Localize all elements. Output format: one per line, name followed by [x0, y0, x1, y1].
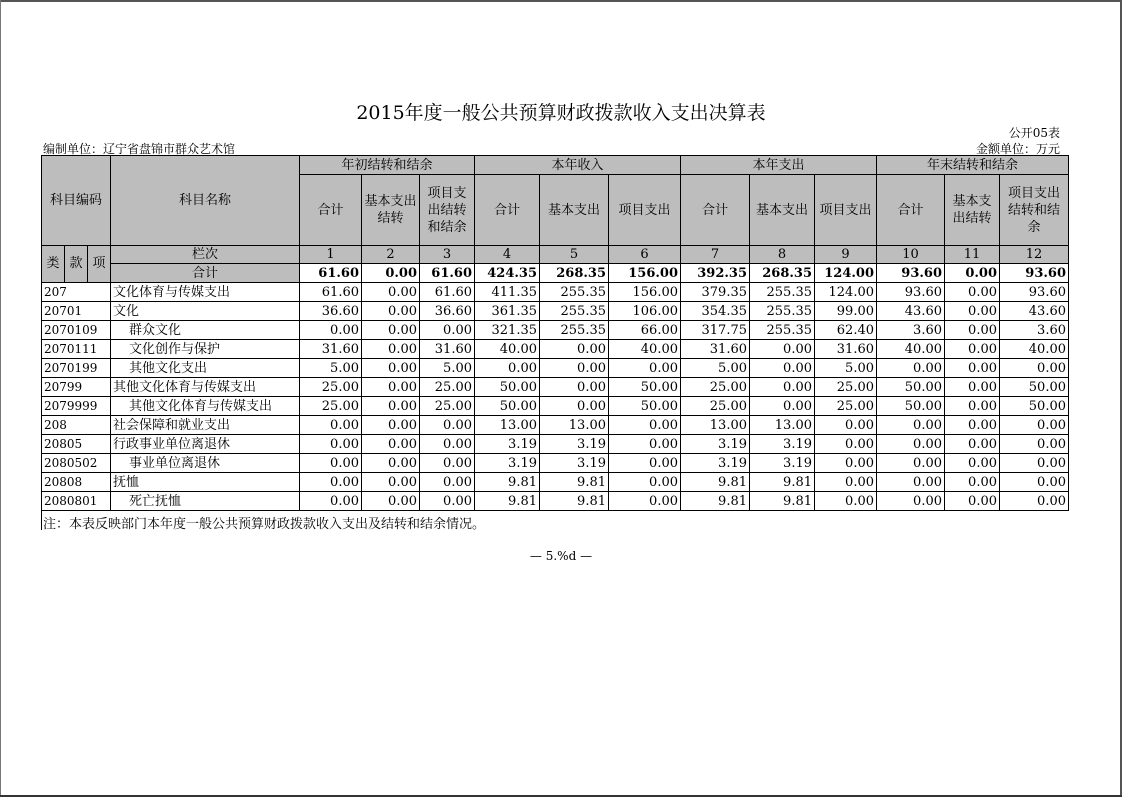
row-value: 0.00 — [609, 435, 681, 454]
row-value: 0.00 — [815, 435, 877, 454]
row-value: 3.60 — [1000, 321, 1069, 340]
row-value: 255.35 — [750, 283, 815, 302]
row-value: 0.00 — [877, 454, 945, 473]
row-value: 50.00 — [475, 397, 540, 416]
row-value: 0.00 — [815, 473, 877, 492]
header-subcolumn: 合计 — [475, 175, 540, 246]
row-code: 2070199 — [42, 359, 111, 378]
row-code: 2080502 — [42, 454, 111, 473]
column-number: 4 — [475, 246, 540, 264]
header-group-expense: 本年支出 — [681, 156, 877, 175]
row-value: 106.00 — [609, 302, 681, 321]
row-value: 9.81 — [750, 473, 815, 492]
row-value: 0.00 — [300, 416, 362, 435]
row-value: 25.00 — [681, 378, 750, 397]
row-value: 0.00 — [362, 321, 420, 340]
row-value: 0.00 — [945, 378, 1000, 397]
total-value: 268.35 — [540, 264, 609, 283]
column-number: 9 — [815, 246, 877, 264]
header-subcolumn: 基本支出结转 — [945, 175, 1000, 246]
row-value: 0.00 — [540, 340, 609, 359]
row-name: 文化体育与传媒支出 — [111, 283, 300, 302]
row-value: 25.00 — [681, 397, 750, 416]
row-value: 3.19 — [475, 435, 540, 454]
header-subcolumn: 基本支出 — [540, 175, 609, 246]
row-value: 5.00 — [420, 359, 475, 378]
row-value: 9.81 — [681, 473, 750, 492]
row-value: 50.00 — [877, 378, 945, 397]
row-name: 文化创作与保护 — [111, 340, 300, 359]
row-value: 3.19 — [750, 454, 815, 473]
table-row — [42, 321, 1069, 340]
header-code: 科目编码 — [42, 156, 111, 246]
row-value: 0.00 — [1000, 359, 1069, 378]
row-value: 9.81 — [681, 492, 750, 511]
row-value: 0.00 — [362, 473, 420, 492]
row-value: 0.00 — [945, 302, 1000, 321]
row-value: 0.00 — [815, 492, 877, 511]
row-value: 62.40 — [815, 321, 877, 340]
total-value: 156.00 — [609, 264, 681, 283]
row-value: 36.60 — [420, 302, 475, 321]
row-code: 2080801 — [42, 492, 111, 511]
header-row-groups — [42, 156, 1069, 175]
header-group-income: 本年收入 — [475, 156, 681, 175]
row-value: 255.35 — [540, 283, 609, 302]
total-row — [42, 264, 1069, 283]
row-value: 3.19 — [540, 435, 609, 454]
row-value: 0.00 — [300, 321, 362, 340]
row-value: 0.00 — [1000, 454, 1069, 473]
row-value: 0.00 — [945, 473, 1000, 492]
row-value: 0.00 — [945, 283, 1000, 302]
header-subcolumn: 基本支出结转 — [362, 175, 420, 246]
row-value: 0.00 — [420, 492, 475, 511]
row-value: 0.00 — [362, 302, 420, 321]
column-number: 2 — [362, 246, 420, 264]
row-value: 124.00 — [815, 283, 877, 302]
header-subcolumn: 项目支出 — [815, 175, 877, 246]
row-value: 0.00 — [945, 340, 1000, 359]
row-value: 25.00 — [815, 378, 877, 397]
row-name: 抚恤 — [111, 473, 300, 492]
row-value: 9.81 — [475, 492, 540, 511]
row-value: 0.00 — [362, 416, 420, 435]
total-value: 268.35 — [750, 264, 815, 283]
row-value: 0.00 — [540, 378, 609, 397]
row-value: 13.00 — [750, 416, 815, 435]
row-value: 66.00 — [609, 321, 681, 340]
column-number: 10 — [877, 246, 945, 264]
row-value: 3.19 — [475, 454, 540, 473]
row-name: 其他文化支出 — [111, 359, 300, 378]
row-value: 0.00 — [750, 378, 815, 397]
row-value: 0.00 — [300, 454, 362, 473]
table-row — [42, 435, 1069, 454]
compiling-unit: 编制单位：辽宁省盘锦市群众艺术馆 — [43, 142, 236, 156]
row-value: 9.81 — [475, 473, 540, 492]
row-name: 死亡抚恤 — [111, 492, 300, 511]
column-number: 11 — [945, 246, 1000, 264]
row-value: 0.00 — [1000, 435, 1069, 454]
row-value: 43.60 — [1000, 302, 1069, 321]
table-row — [42, 492, 1069, 511]
row-code: 207 — [42, 283, 111, 302]
table-row — [42, 473, 1069, 492]
row-code: 2070109 — [42, 321, 111, 340]
row-code: 2070111 — [42, 340, 111, 359]
column-number: 12 — [1000, 246, 1069, 264]
header-lanci: 栏次 — [111, 246, 300, 264]
row-value: 0.00 — [945, 321, 1000, 340]
row-code: 20799 — [42, 378, 111, 397]
row-value: 40.00 — [609, 340, 681, 359]
row-value: 255.35 — [750, 302, 815, 321]
total-value: 424.35 — [475, 264, 540, 283]
row-value: 93.60 — [1000, 283, 1069, 302]
row-value: 50.00 — [1000, 397, 1069, 416]
row-value: 50.00 — [877, 397, 945, 416]
row-value: 25.00 — [815, 397, 877, 416]
row-value: 9.81 — [540, 473, 609, 492]
total-value: 93.60 — [877, 264, 945, 283]
row-value: 0.00 — [877, 359, 945, 378]
amount-unit: 金额单位：万元 — [975, 142, 1060, 156]
row-value: 0.00 — [1000, 492, 1069, 511]
column-number: 6 — [609, 246, 681, 264]
row-value: 36.60 — [300, 302, 362, 321]
total-label: 合计 — [111, 264, 300, 283]
row-value: 0.00 — [362, 435, 420, 454]
row-value: 0.00 — [420, 435, 475, 454]
row-value: 255.35 — [540, 302, 609, 321]
row-value: 0.00 — [815, 454, 877, 473]
row-value: 31.60 — [420, 340, 475, 359]
table-note: 注：本表反映部门本年度一般公共预算财政拨款收入支出及结转和结余情况。 — [43, 517, 486, 532]
row-value: 40.00 — [1000, 340, 1069, 359]
header-lei: 类 — [42, 246, 65, 283]
row-value: 0.00 — [945, 435, 1000, 454]
row-value: 354.35 — [681, 302, 750, 321]
row-value: 317.75 — [681, 321, 750, 340]
row-value: 321.35 — [475, 321, 540, 340]
row-value: 0.00 — [420, 473, 475, 492]
row-name: 其他文化体育与传媒支出 — [111, 397, 300, 416]
row-value: 5.00 — [681, 359, 750, 378]
row-value: 3.60 — [877, 321, 945, 340]
table-row — [42, 454, 1069, 473]
header-kuan: 款 — [65, 246, 88, 283]
row-value: 0.00 — [540, 359, 609, 378]
row-value: 0.00 — [750, 340, 815, 359]
page-border-top — [0, 0, 1122, 2]
header-subcolumn: 项目支出结转和结余 — [420, 175, 475, 246]
row-value: 0.00 — [420, 416, 475, 435]
total-value: 93.60 — [1000, 264, 1069, 283]
row-value: 0.00 — [362, 454, 420, 473]
row-value: 9.81 — [540, 492, 609, 511]
header-subcolumn: 项目支出结转和结余 — [1000, 175, 1069, 246]
row-value: 0.00 — [300, 492, 362, 511]
row-value: 361.35 — [475, 302, 540, 321]
row-value: 5.00 — [815, 359, 877, 378]
row-value: 0.00 — [945, 454, 1000, 473]
row-value: 99.00 — [815, 302, 877, 321]
row-value: 255.35 — [750, 321, 815, 340]
row-code: 20701 — [42, 302, 111, 321]
row-value: 0.00 — [362, 492, 420, 511]
row-value: 0.00 — [420, 321, 475, 340]
header-subcolumn: 合计 — [681, 175, 750, 246]
row-value: 93.60 — [877, 283, 945, 302]
row-value: 31.60 — [300, 340, 362, 359]
row-value: 0.00 — [877, 435, 945, 454]
row-value: 0.00 — [362, 340, 420, 359]
table-row — [42, 340, 1069, 359]
column-number: 7 — [681, 246, 750, 264]
row-value: 25.00 — [420, 378, 475, 397]
row-value: 31.60 — [681, 340, 750, 359]
row-value: 43.60 — [877, 302, 945, 321]
row-value: 0.00 — [362, 359, 420, 378]
row-value: 3.19 — [681, 435, 750, 454]
total-value: 61.60 — [420, 264, 475, 283]
total-value: 124.00 — [815, 264, 877, 283]
row-name: 文化 — [111, 302, 300, 321]
row-code: 2079999 — [42, 397, 111, 416]
table-row — [42, 283, 1069, 302]
row-value: 379.35 — [681, 283, 750, 302]
row-value: 0.00 — [609, 454, 681, 473]
row-value: 0.00 — [877, 492, 945, 511]
note-left-border — [41, 510, 42, 530]
total-value: 392.35 — [681, 264, 750, 283]
table-row — [42, 359, 1069, 378]
page-number: — 5.%d — — [529, 549, 593, 563]
row-value: 0.00 — [475, 359, 540, 378]
row-value: 0.00 — [300, 473, 362, 492]
header-subcolumn: 基本支出 — [750, 175, 815, 246]
header-name: 科目名称 — [111, 156, 300, 246]
row-value: 61.60 — [420, 283, 475, 302]
row-code: 208 — [42, 416, 111, 435]
row-value: 50.00 — [609, 378, 681, 397]
row-value: 3.19 — [681, 454, 750, 473]
row-value: 50.00 — [475, 378, 540, 397]
row-code: 20808 — [42, 473, 111, 492]
row-value: 0.00 — [1000, 473, 1069, 492]
table-row — [42, 416, 1069, 435]
header-xiang: 项 — [88, 246, 111, 283]
row-name: 其他文化体育与传媒支出 — [111, 378, 300, 397]
row-value: 0.00 — [750, 359, 815, 378]
row-value: 5.00 — [300, 359, 362, 378]
row-value: 25.00 — [420, 397, 475, 416]
form-code: 公开05表 — [1008, 126, 1060, 140]
row-value: 0.00 — [609, 492, 681, 511]
row-value: 0.00 — [877, 473, 945, 492]
row-value: 50.00 — [1000, 378, 1069, 397]
row-value: 25.00 — [300, 378, 362, 397]
header-subcolumn: 合计 — [877, 175, 945, 246]
row-value: 0.00 — [609, 416, 681, 435]
total-value: 0.00 — [945, 264, 1000, 283]
total-value: 61.60 — [300, 264, 362, 283]
column-number-row — [42, 246, 1069, 264]
row-value: 0.00 — [945, 359, 1000, 378]
row-value: 0.00 — [815, 416, 877, 435]
row-value: 0.00 — [362, 283, 420, 302]
total-value: 0.00 — [362, 264, 420, 283]
row-value: 0.00 — [750, 397, 815, 416]
row-value: 40.00 — [475, 340, 540, 359]
row-name: 群众文化 — [111, 321, 300, 340]
row-value: 13.00 — [475, 416, 540, 435]
row-value: 31.60 — [815, 340, 877, 359]
row-value: 40.00 — [877, 340, 945, 359]
row-value: 0.00 — [300, 435, 362, 454]
row-value: 0.00 — [420, 454, 475, 473]
row-code: 20805 — [42, 435, 111, 454]
row-value: 0.00 — [540, 397, 609, 416]
table-row — [42, 378, 1069, 397]
row-value: 25.00 — [300, 397, 362, 416]
row-value: 411.35 — [475, 283, 540, 302]
row-value: 0.00 — [362, 378, 420, 397]
row-value: 0.00 — [362, 397, 420, 416]
row-name: 事业单位离退休 — [111, 454, 300, 473]
budget-table — [41, 155, 1069, 511]
column-number: 8 — [750, 246, 815, 264]
row-name: 行政事业单位离退休 — [111, 435, 300, 454]
row-value: 255.35 — [540, 321, 609, 340]
row-value: 0.00 — [609, 359, 681, 378]
row-value: 0.00 — [945, 416, 1000, 435]
row-name: 社会保障和就业支出 — [111, 416, 300, 435]
header-subcolumn: 合计 — [300, 175, 362, 246]
header-subcolumn: 项目支出 — [609, 175, 681, 246]
row-value: 61.60 — [300, 283, 362, 302]
row-value: 9.81 — [750, 492, 815, 511]
column-number: 1 — [300, 246, 362, 264]
column-number: 3 — [420, 246, 475, 264]
row-value: 0.00 — [945, 492, 1000, 511]
table-row — [42, 397, 1069, 416]
report-title: 2015年度一般公共预算财政拨款收入支出决算表 — [356, 102, 766, 124]
table-row — [42, 302, 1069, 321]
row-value: 13.00 — [540, 416, 609, 435]
header-group-closing: 年末结转和结余 — [877, 156, 1069, 175]
row-value: 13.00 — [681, 416, 750, 435]
row-value: 156.00 — [609, 283, 681, 302]
column-number: 5 — [540, 246, 609, 264]
row-value: 50.00 — [609, 397, 681, 416]
header-group-opening: 年初结转和结余 — [300, 156, 475, 175]
row-value: 0.00 — [609, 473, 681, 492]
row-value: 0.00 — [945, 397, 1000, 416]
row-value: 3.19 — [750, 435, 815, 454]
row-value: 3.19 — [540, 454, 609, 473]
row-value: 0.00 — [1000, 416, 1069, 435]
row-value: 0.00 — [877, 416, 945, 435]
